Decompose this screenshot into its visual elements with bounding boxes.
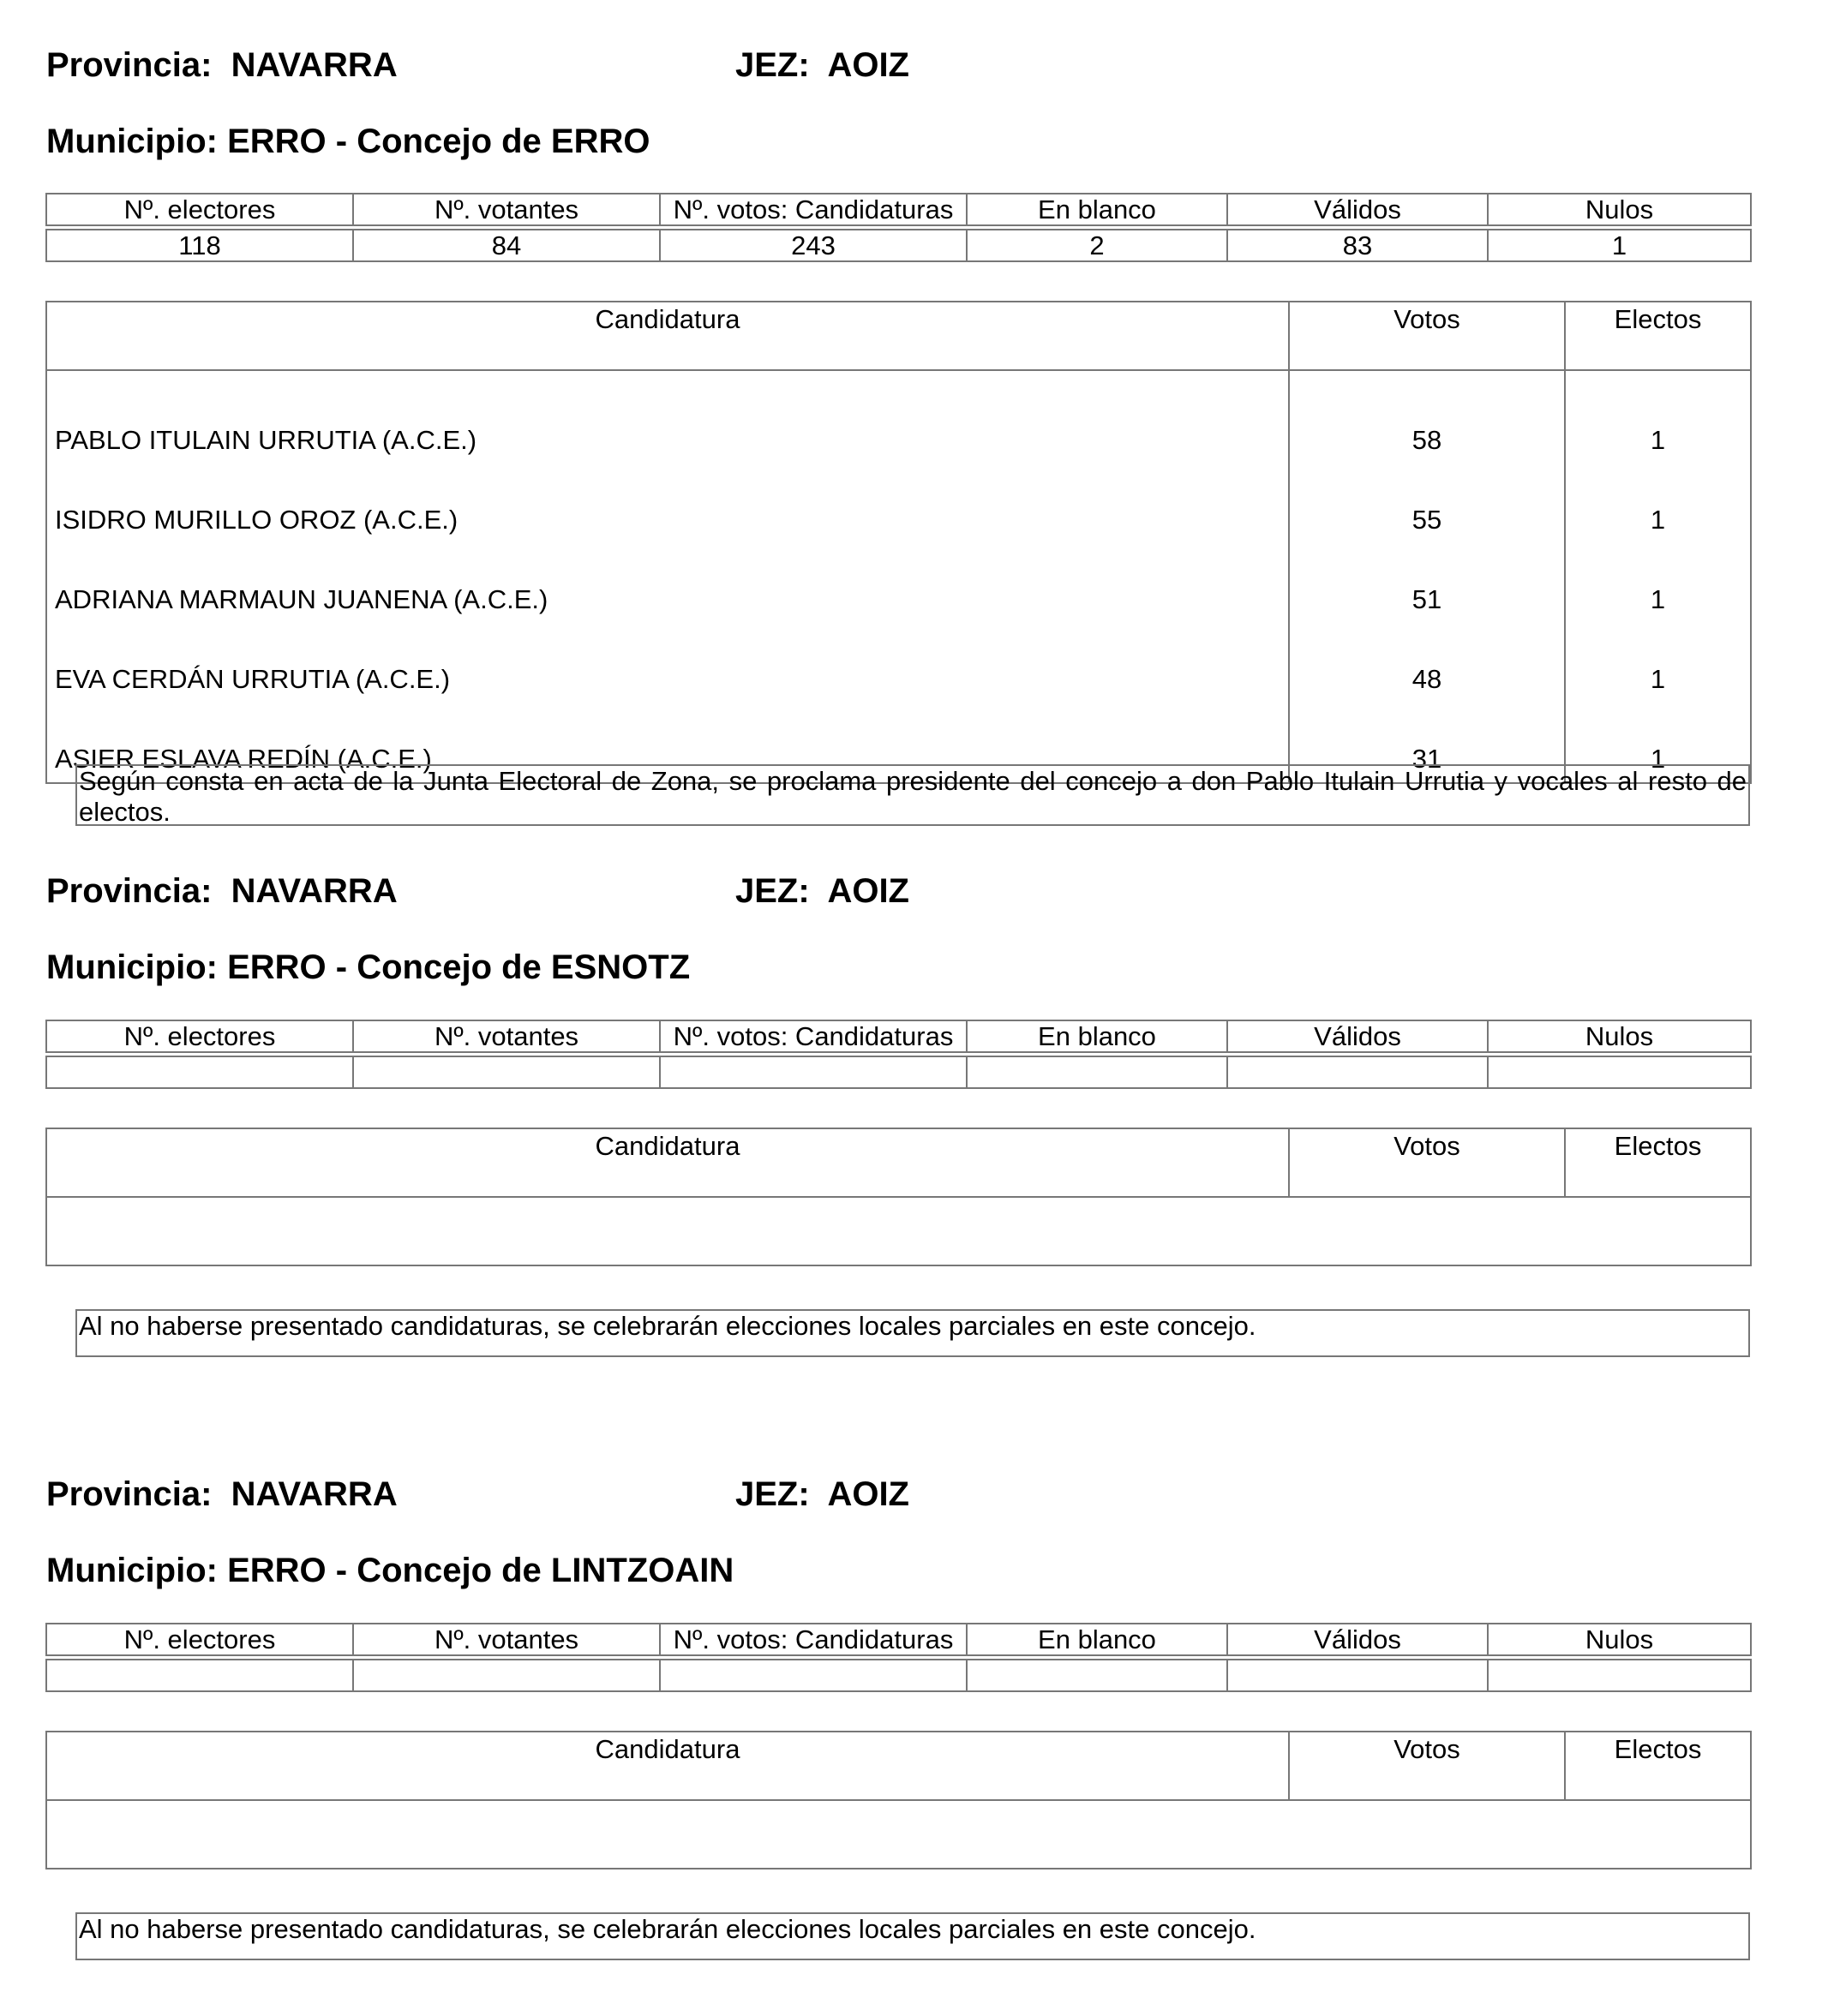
municipio-label: Municipio: xyxy=(46,948,218,986)
electos-header: Electos xyxy=(1565,1128,1751,1197)
candidate-electos: 1 xyxy=(1565,623,1751,703)
candidate-name: EVA CERDÁN URRUTIA (A.C.E.) xyxy=(46,623,1289,703)
jez-value: AOIZ xyxy=(827,1475,909,1513)
stats-table xyxy=(45,193,1752,226)
provincia-heading xyxy=(46,48,398,82)
stats-header-cell: Nº. votos: Candidaturas xyxy=(660,194,967,225)
jez-label: JEZ: xyxy=(735,872,810,910)
candidate-electos: 1 xyxy=(1565,370,1751,464)
stats-value-cell xyxy=(967,1056,1227,1088)
jez-label: JEZ: xyxy=(735,46,810,84)
no-candidates-note: Al no haberse presentado candidaturas, se celebrarán elecciones locales parciales en este concejo. xyxy=(75,1309,1750,1357)
empty-candidates-row xyxy=(46,1800,1751,1869)
provincia-value: NAVARRA xyxy=(231,1475,398,1513)
stats-header-cell: Nº. electores xyxy=(46,1020,353,1052)
stats-value-cell xyxy=(1227,1056,1488,1088)
stats-table xyxy=(45,1623,1752,1656)
candidate-row xyxy=(46,623,1751,703)
stats-value-cell: 83 xyxy=(1227,230,1488,261)
stats-header-cell: Nulos xyxy=(1488,194,1751,225)
proclamation-note: Según consta en acta de la Junta Electoral de Zona, se proclama presidente del concejo a don Pablo Itulain Urrutia y vocales al resto de electos. xyxy=(75,764,1750,826)
stats-header-cell: Nº. electores xyxy=(46,1624,353,1655)
stats-header-cell: Nº. votantes xyxy=(353,1020,660,1052)
stats-header-cell: Nº. electores xyxy=(46,194,353,225)
candidate-name: PABLO ITULAIN URRUTIA (A.C.E.) xyxy=(46,370,1289,464)
candidates-header-row xyxy=(46,1128,1751,1197)
empty-candidates-cell xyxy=(46,1800,1751,1869)
stats-header-cell: En blanco xyxy=(967,194,1227,225)
stats-value-cell xyxy=(46,1056,353,1088)
municipio-heading xyxy=(46,124,650,159)
candidates-table xyxy=(45,301,1752,784)
stats-header-row xyxy=(46,1020,1751,1052)
candidate-electos: 1 xyxy=(1565,703,1751,783)
electos-header: Electos xyxy=(1565,302,1751,370)
stats-values-table xyxy=(45,229,1752,262)
stats-table xyxy=(45,1020,1752,1053)
stats-header-cell: Nulos xyxy=(1488,1624,1751,1655)
stats-header-cell: Válidos xyxy=(1227,1020,1488,1052)
jez-label: JEZ: xyxy=(735,1475,810,1513)
candidate-row xyxy=(46,543,1751,623)
stats-value-cell: 1 xyxy=(1488,230,1751,261)
stats-value-cell: 243 xyxy=(660,230,967,261)
stats-value-row xyxy=(46,1056,1751,1088)
stats-header-cell: En blanco xyxy=(967,1624,1227,1655)
votos-header: Votos xyxy=(1289,302,1565,370)
stats-value-cell xyxy=(660,1056,967,1088)
candidates-header-row xyxy=(46,302,1751,370)
candidate-row xyxy=(46,370,1751,464)
jez-heading xyxy=(735,874,909,908)
municipio-label: Municipio: xyxy=(46,1552,218,1589)
candidate-name: ADRIANA MARMAUN JUANENA (A.C.E.) xyxy=(46,543,1289,623)
stats-header-cell: Nº. votos: Candidaturas xyxy=(660,1020,967,1052)
empty-candidates-row xyxy=(46,1197,1751,1265)
votos-header: Votos xyxy=(1289,1128,1565,1197)
empty-candidates-cell xyxy=(46,1197,1751,1265)
stats-value-cell xyxy=(1227,1660,1488,1691)
candidates-table xyxy=(45,1731,1752,1869)
candidate-row xyxy=(46,464,1751,543)
stats-header-cell: En blanco xyxy=(967,1020,1227,1052)
candidatura-header: Candidatura xyxy=(46,1128,1289,1197)
stats-value-cell xyxy=(353,1660,660,1691)
jez-heading xyxy=(735,48,909,82)
candidate-name: ASIER ESLAVA REDÍN (A.C.E.) xyxy=(46,703,1289,783)
candidates-header-row xyxy=(46,1732,1751,1800)
candidate-votos: 58 xyxy=(1289,370,1565,464)
candidate-votos: 48 xyxy=(1289,623,1565,703)
stats-header-cell: Nº. votantes xyxy=(353,1624,660,1655)
votos-header: Votos xyxy=(1289,1732,1565,1800)
candidate-name: ISIDRO MURILLO OROZ (A.C.E.) xyxy=(46,464,1289,543)
stats-value-cell: 118 xyxy=(46,230,353,261)
provincia-value: NAVARRA xyxy=(231,872,398,910)
municipio-heading xyxy=(46,1553,734,1588)
provincia-value: NAVARRA xyxy=(231,46,398,84)
jez-value: AOIZ xyxy=(827,872,909,910)
stats-value-row xyxy=(46,230,1751,261)
candidate-votos: 31 xyxy=(1289,703,1565,783)
municipio-heading xyxy=(46,950,690,984)
stats-value-cell xyxy=(967,1660,1227,1691)
stats-value-cell: 2 xyxy=(967,230,1227,261)
candidates-table xyxy=(45,1128,1752,1266)
stats-value-cell xyxy=(353,1056,660,1088)
jez-value: AOIZ xyxy=(827,46,909,84)
stats-value-cell xyxy=(46,1660,353,1691)
stats-header-row xyxy=(46,1624,1751,1655)
stats-value-cell xyxy=(1488,1056,1751,1088)
municipio-value: ERRO - Concejo de ERRO xyxy=(227,123,650,160)
stats-value-cell xyxy=(1488,1660,1751,1691)
provincia-label: Provincia: xyxy=(46,46,213,84)
stats-header-cell: Nº. votos: Candidaturas xyxy=(660,1624,967,1655)
provincia-label: Provincia: xyxy=(46,1475,213,1513)
stats-header-cell: Nulos xyxy=(1488,1020,1751,1052)
provincia-heading xyxy=(46,874,398,908)
candidate-electos: 1 xyxy=(1565,543,1751,623)
stats-values-table xyxy=(45,1056,1752,1089)
candidatura-header: Candidatura xyxy=(46,1732,1289,1800)
electos-header: Electos xyxy=(1565,1732,1751,1800)
no-candidates-note: Al no haberse presentado candidaturas, se celebrarán elecciones locales parciales en este concejo. xyxy=(75,1912,1750,1960)
stats-value-row xyxy=(46,1660,1751,1691)
municipio-value: ERRO - Concejo de ESNOTZ xyxy=(227,948,691,986)
candidate-electos: 1 xyxy=(1565,464,1751,543)
stats-value-cell: 84 xyxy=(353,230,660,261)
stats-header-row xyxy=(46,194,1751,225)
stats-header-cell: Nº. votantes xyxy=(353,194,660,225)
provincia-label: Provincia: xyxy=(46,872,213,910)
candidate-votos: 51 xyxy=(1289,543,1565,623)
stats-value-cell xyxy=(660,1660,967,1691)
municipio-value: ERRO - Concejo de LINTZOAIN xyxy=(227,1552,734,1589)
stats-values-table xyxy=(45,1659,1752,1692)
municipio-label: Municipio: xyxy=(46,123,218,160)
stats-header-cell: Válidos xyxy=(1227,194,1488,225)
stats-header-cell: Válidos xyxy=(1227,1624,1488,1655)
provincia-heading xyxy=(46,1477,398,1511)
candidate-votos: 55 xyxy=(1289,464,1565,543)
jez-heading xyxy=(735,1477,909,1511)
candidatura-header: Candidatura xyxy=(46,302,1289,370)
